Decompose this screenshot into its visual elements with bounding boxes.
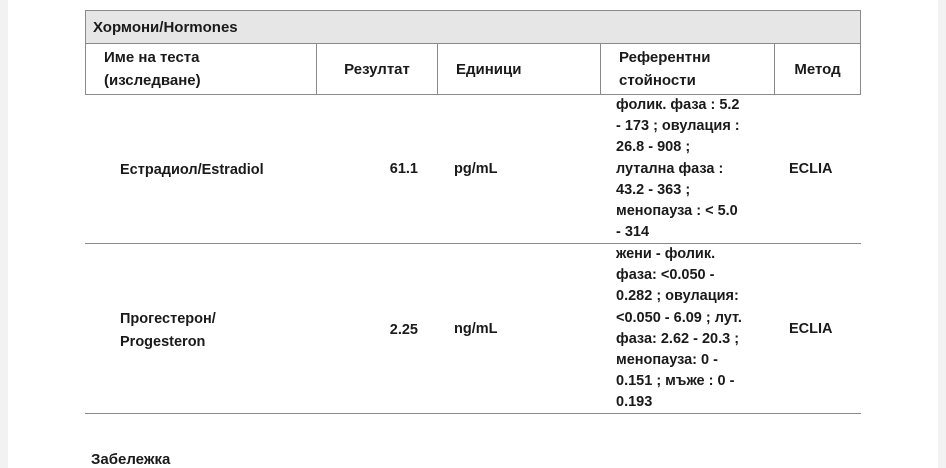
row-progesteron-unit: ng/mL — [454, 321, 498, 337]
lab-report-page — [8, 0, 938, 468]
section-title: Хормони/Hormones — [85, 10, 861, 44]
row-estradiol-method: ECLIA — [789, 161, 833, 177]
ref-line: жени - фолик. — [616, 246, 716, 262]
row-divider — [85, 413, 861, 414]
ref-line: фаза: <0.050 - — [616, 267, 715, 284]
row-estradiol-result: 61.1 — [389, 161, 418, 177]
ref-line: менопауза: 0 - — [616, 352, 718, 369]
header-test-name-line1: Име на теста — [104, 49, 200, 66]
row-estradiol-test-name: Естрадиол/Estradiol — [120, 162, 264, 178]
ref-line: 0.193 — [616, 394, 653, 411]
ref-line: фолик. фаза : 5.2 — [616, 97, 740, 113]
row-progesteron-method: ECLIA — [789, 321, 833, 337]
row-progesteron-result: 2.25 — [389, 322, 418, 338]
row-progesteron-reference — [616, 244, 776, 414]
header-units: Единици — [437, 44, 601, 95]
header-result: Резултат — [316, 44, 438, 95]
ref-line: - 173 ; овулация : — [616, 118, 740, 135]
ref-line: 0.282 ; овулация: — [616, 288, 739, 305]
row-progesteron-test-name — [120, 308, 216, 354]
ref-line: - 314 — [616, 224, 650, 241]
ref-line: фаза: 2.62 - 20.3 ; — [616, 330, 740, 347]
note-heading: Забележка — [91, 451, 171, 468]
row-estradiol-unit: pg/mL — [454, 161, 498, 177]
header-test-name — [85, 44, 317, 95]
header-method: Метод — [774, 44, 861, 95]
ref-line: 43.2 - 363 ; — [616, 181, 691, 198]
header-reference — [600, 44, 775, 95]
row-progesteron-name-line1: Прогестерон/ — [120, 311, 216, 327]
row-estradiol-reference — [616, 95, 776, 243]
row-progesteron-name-line2: Progesteron — [120, 334, 206, 350]
header-test-name-line2: (изследване) — [104, 72, 201, 89]
header-reference-line2: стойности — [619, 72, 696, 89]
ref-line: менопауза : < 5.0 — [616, 203, 738, 220]
ref-line: 0.151 ; мъже : 0 - — [616, 373, 735, 390]
header-reference-line1: Референтни — [619, 49, 711, 66]
ref-line: <0.050 - 6.09 ; лут. — [616, 309, 742, 326]
ref-line: лутална фаза : — [616, 160, 724, 177]
ref-line: 26.8 - 908 ; — [616, 139, 691, 156]
